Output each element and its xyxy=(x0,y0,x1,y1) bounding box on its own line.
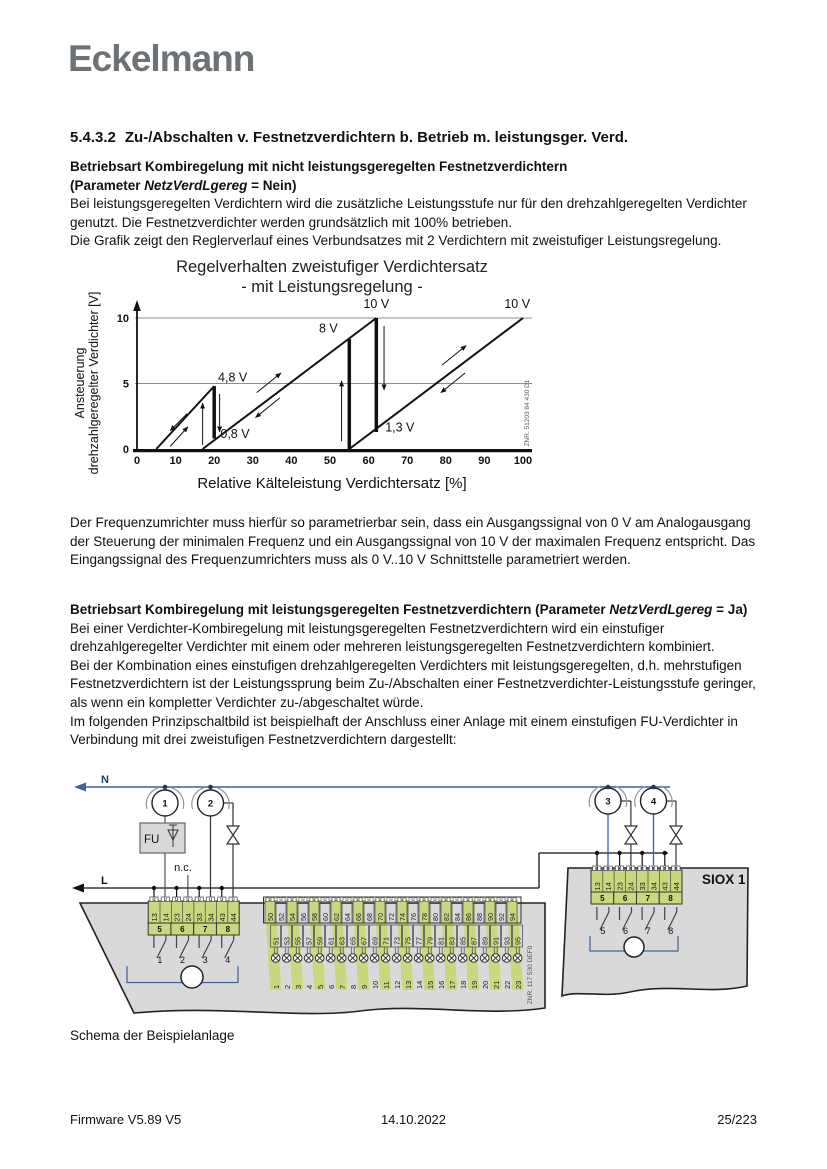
section3-paragraph-2: Bei der Kombination eines einstufigen drehzahlgeregelten Verdichters mit leistungsgeregelten, d.h. mehrstufigen Festnetzverdichtern ist der Leistungssprung beim Zu-/Abschalten einer Festnetzverdichter-Leistungsstufe geringer, als wenn ein kompletter Verdichter zu-/abgeschaltet würde. xyxy=(70,657,756,710)
svg-text:10: 10 xyxy=(370,980,380,989)
svg-text:24: 24 xyxy=(183,913,193,922)
svg-text:15: 15 xyxy=(425,980,435,989)
section-kombiregelung-nicht-lgereg xyxy=(70,158,762,251)
svg-text:61: 61 xyxy=(326,937,336,945)
svg-text:13: 13 xyxy=(592,882,602,891)
svg-text:6: 6 xyxy=(326,984,336,989)
svg-text:60: 60 xyxy=(321,913,330,921)
svg-text:87: 87 xyxy=(469,937,479,945)
svg-text:64: 64 xyxy=(343,913,352,921)
svg-text:drehzahlgeregelter Verdichter: drehzahlgeregelter Verdichter [V] xyxy=(87,291,101,475)
compressor-number: 1 xyxy=(162,798,168,810)
svg-text:68: 68 xyxy=(365,913,374,921)
valve-icon xyxy=(227,826,239,844)
svg-text:10 V: 10 V xyxy=(363,297,390,312)
svg-text:5: 5 xyxy=(600,926,606,936)
svg-text:80: 80 xyxy=(439,455,452,467)
svg-text:8: 8 xyxy=(668,926,674,936)
svg-text:10: 10 xyxy=(169,455,182,467)
svg-text:8 V: 8 V xyxy=(318,321,338,336)
wiring-schematic-svg xyxy=(70,770,770,1036)
svg-text:30: 30 xyxy=(246,455,259,467)
svg-text:84: 84 xyxy=(453,913,462,921)
svg-text:5: 5 xyxy=(157,925,162,934)
svg-text:33: 33 xyxy=(638,882,647,891)
valve-icon xyxy=(625,826,637,844)
svg-text:10: 10 xyxy=(116,313,129,325)
svg-text:21: 21 xyxy=(491,980,501,989)
svg-text:13: 13 xyxy=(403,980,413,989)
svg-text:90: 90 xyxy=(478,455,491,467)
siox-label: SIOX 1 xyxy=(702,872,746,887)
svg-text:4: 4 xyxy=(225,955,231,965)
svg-text:Ansteuerung: Ansteuerung xyxy=(73,347,87,419)
svg-text:3: 3 xyxy=(202,955,208,965)
svg-text:7: 7 xyxy=(645,894,651,903)
svg-text:56: 56 xyxy=(299,913,308,921)
control-behavior-chart xyxy=(70,255,550,505)
l-bus-label: L xyxy=(101,875,108,887)
svg-text:81: 81 xyxy=(436,937,446,945)
svg-text:1,3 V: 1,3 V xyxy=(385,420,415,435)
svg-text:19: 19 xyxy=(469,980,479,989)
svg-text:59: 59 xyxy=(315,937,325,945)
svg-text:67: 67 xyxy=(359,937,369,945)
svg-text:82: 82 xyxy=(442,913,451,921)
svg-text:66: 66 xyxy=(354,913,363,921)
n-bus-label: N xyxy=(101,774,109,786)
svg-text:79: 79 xyxy=(425,937,435,945)
wiring-schematic xyxy=(70,770,770,1036)
svg-text:91: 91 xyxy=(491,937,501,945)
svg-text:6: 6 xyxy=(622,926,629,936)
svg-text:50: 50 xyxy=(323,455,337,467)
svg-text:20: 20 xyxy=(480,980,490,989)
svg-text:5: 5 xyxy=(600,894,605,903)
svg-text:77: 77 xyxy=(414,937,424,945)
page-heading xyxy=(70,129,770,146)
svg-text:86: 86 xyxy=(464,913,473,921)
svg-text:4: 4 xyxy=(304,984,314,989)
svg-text:62: 62 xyxy=(332,913,341,921)
svg-text:23: 23 xyxy=(513,980,523,989)
svg-text:2: 2 xyxy=(179,955,186,965)
svg-text:63: 63 xyxy=(337,937,347,945)
svg-text:43: 43 xyxy=(217,913,227,922)
svg-text:71: 71 xyxy=(381,937,391,945)
svg-text:10 V: 10 V xyxy=(504,297,531,312)
nc-label: n.c. xyxy=(174,862,192,874)
svg-text:58: 58 xyxy=(310,913,319,921)
svg-text:8: 8 xyxy=(348,984,358,989)
svg-text:53: 53 xyxy=(282,937,292,945)
svg-text:0: 0 xyxy=(133,455,141,467)
svg-text:1: 1 xyxy=(271,984,281,989)
svg-text:22: 22 xyxy=(502,980,512,989)
svg-text:Relative Kälteleistung Verdich: Relative Kälteleistung Verdichtersatz [%] xyxy=(197,475,467,492)
chart-svg xyxy=(70,255,550,505)
section1-paragraph-2: Die Grafik zeigt den Reglerverlauf eines Verbundsatzes mit 2 Verdichtern mit zweistufiger Leistungsregelung. xyxy=(70,233,722,249)
svg-text:7: 7 xyxy=(645,926,651,936)
svg-text:23: 23 xyxy=(172,913,182,922)
svg-text:6: 6 xyxy=(180,925,185,934)
svg-text:52: 52 xyxy=(277,913,286,921)
svg-text:65: 65 xyxy=(348,937,358,945)
parameter-name: NetzVerdLgereg xyxy=(144,177,248,193)
svg-text:7: 7 xyxy=(202,925,208,934)
svg-text:1: 1 xyxy=(157,955,163,965)
svg-text:57: 57 xyxy=(304,937,314,945)
section1-paragraph-1: Bei leistungsgeregelten Verdichtern wird die zusätzliche Leistungsstufe nur für den drehzahlgeregelten Verdichter genutzt. Die Festnetzverdichter werden grundsätzlich mit 100% betrieben. xyxy=(70,196,747,230)
svg-text:34: 34 xyxy=(649,882,659,891)
svg-text:83: 83 xyxy=(447,937,457,945)
svg-text:69: 69 xyxy=(370,937,380,945)
compressor-number: 4 xyxy=(650,796,657,808)
section2-paragraph: Der Frequenzumrichter muss hierfür so parametrierbar sein, dass ein Ausgangssignal von 0 V am Analogausgang der Steuerung der minimalen Frequenz und ein Ausgangssignal von 10 V der maximalen Frequenz entspricht. Das Eingangssignal des Frequenzumrichters muss als 0 V..10 V Schnittstelle parametriert werden. xyxy=(70,515,756,568)
svg-text:75: 75 xyxy=(403,937,413,945)
svg-text:76: 76 xyxy=(409,913,418,921)
section3-subheading: Betriebsart Kombiregelung mit leistungsgeregelten Festnetzverdichtern (Parameter NetzVerdLgereg = Ja) xyxy=(70,602,748,617)
svg-text:24: 24 xyxy=(626,882,636,891)
svg-text:16: 16 xyxy=(436,980,446,989)
svg-text:13: 13 xyxy=(150,913,159,922)
svg-text:5: 5 xyxy=(122,378,129,391)
svg-text:44: 44 xyxy=(671,882,681,891)
svg-text:93: 93 xyxy=(502,937,512,945)
page-footer xyxy=(70,1112,757,1127)
section3-paragraph-3: Im folgenden Prinzipschaltbild ist beispielhaft der Anschluss einer Anlage mit einem einstufigen FU-Verdichter in Verbindung mit drei zweistufigen Festnetzverdichtern dargestellt: xyxy=(70,713,738,748)
section-frequenzumrichter xyxy=(70,514,762,570)
svg-text:72: 72 xyxy=(387,913,396,921)
svg-text:80: 80 xyxy=(431,913,440,921)
svg-text:33: 33 xyxy=(195,913,205,922)
svg-text:14: 14 xyxy=(414,980,424,989)
svg-text:89: 89 xyxy=(480,937,490,945)
svg-text:5: 5 xyxy=(315,984,325,989)
svg-text:18: 18 xyxy=(458,980,468,989)
heading-text: Zu-/Abschalten v. Festnetzverdichtern b. Betrieb m. leistungsger. Verd. xyxy=(124,129,629,146)
svg-text:44: 44 xyxy=(229,913,239,922)
svg-text:70: 70 xyxy=(376,913,385,921)
svg-text:88: 88 xyxy=(475,913,484,921)
footer-firmware: Firmware V5.89 V5 xyxy=(70,1112,182,1127)
svg-text:43: 43 xyxy=(660,882,670,891)
footer-date: 14.10.2022 xyxy=(380,1112,447,1127)
svg-text:0,8 V: 0,8 V xyxy=(220,426,250,441)
svg-text:- mit Leistungsregelung -: - mit Leistungsregelung - xyxy=(241,278,423,296)
svg-text:50: 50 xyxy=(266,913,275,921)
svg-text:9: 9 xyxy=(359,984,369,989)
svg-text:70: 70 xyxy=(401,455,414,467)
svg-text:100: 100 xyxy=(513,455,533,467)
compressor-number: 3 xyxy=(605,796,611,808)
svg-text:6: 6 xyxy=(622,894,628,903)
section3-paragraph-1: Bei einer Verdichter-Kombiregelung mit leistungsgeregelten Festnetzverdichtern wird ein einstufiger drehzahlgeregelter Verdichter mit einem oder mehreren leistungsgeregelten Festnetzverdichtern kombiniert. xyxy=(70,620,715,655)
svg-text:11: 11 xyxy=(381,981,391,989)
svg-text:3: 3 xyxy=(293,984,303,989)
svg-text:ZNR. 51203 84 430 D1: ZNR. 51203 84 430 D1 xyxy=(524,379,531,447)
svg-text:55: 55 xyxy=(293,937,303,945)
svg-text:60: 60 xyxy=(362,455,375,467)
section-kombiregelung-lgereg xyxy=(70,601,762,750)
svg-text:2: 2 xyxy=(282,984,292,989)
svg-text:90: 90 xyxy=(486,913,495,921)
svg-text:0: 0 xyxy=(122,444,129,456)
svg-text:94: 94 xyxy=(508,913,517,921)
valve-icon xyxy=(670,826,682,844)
svg-text:54: 54 xyxy=(288,913,297,921)
figure-caption: Schema der Beispielanlage xyxy=(70,1028,235,1043)
svg-text:34: 34 xyxy=(206,913,216,922)
svg-text:51: 51 xyxy=(271,937,281,945)
company-logo: Eckelmann xyxy=(68,38,255,79)
svg-text:14: 14 xyxy=(161,913,171,922)
svg-text:7: 7 xyxy=(337,984,347,989)
svg-text:20: 20 xyxy=(208,455,221,467)
drawing-number: ZNR. 117 530 DEF0 xyxy=(527,945,534,1005)
svg-text:12: 12 xyxy=(392,980,402,989)
svg-text:74: 74 xyxy=(398,913,407,921)
svg-text:Regelverhalten zweistufiger Ve: Regelverhalten zweistufiger Verdichtersatz xyxy=(176,258,488,276)
parameter-name: NetzVerdLgereg xyxy=(609,602,713,617)
svg-text:4,8 V: 4,8 V xyxy=(218,370,248,385)
svg-text:17: 17 xyxy=(447,980,457,989)
svg-text:8: 8 xyxy=(668,894,673,903)
svg-text:92: 92 xyxy=(497,913,506,921)
fu-label: FU xyxy=(144,834,160,846)
svg-text:14: 14 xyxy=(604,882,614,891)
svg-text:23: 23 xyxy=(615,882,625,891)
footer-page-number: 25/223 xyxy=(717,1112,757,1127)
svg-text:95: 95 xyxy=(513,937,523,945)
heading-number: 5.4.3.2 xyxy=(70,129,116,146)
svg-text:85: 85 xyxy=(458,937,468,945)
svg-text:40: 40 xyxy=(285,455,298,467)
svg-text:78: 78 xyxy=(420,913,429,921)
svg-text:73: 73 xyxy=(392,937,402,945)
svg-text:8: 8 xyxy=(225,925,231,934)
compressor-number: 2 xyxy=(207,798,214,810)
section1-subheading: Betriebsart Kombiregelung mit nicht leistungsgeregelten Festnetzverdichtern (Parameter NetzVerdLgereg = Nein) xyxy=(70,159,568,193)
